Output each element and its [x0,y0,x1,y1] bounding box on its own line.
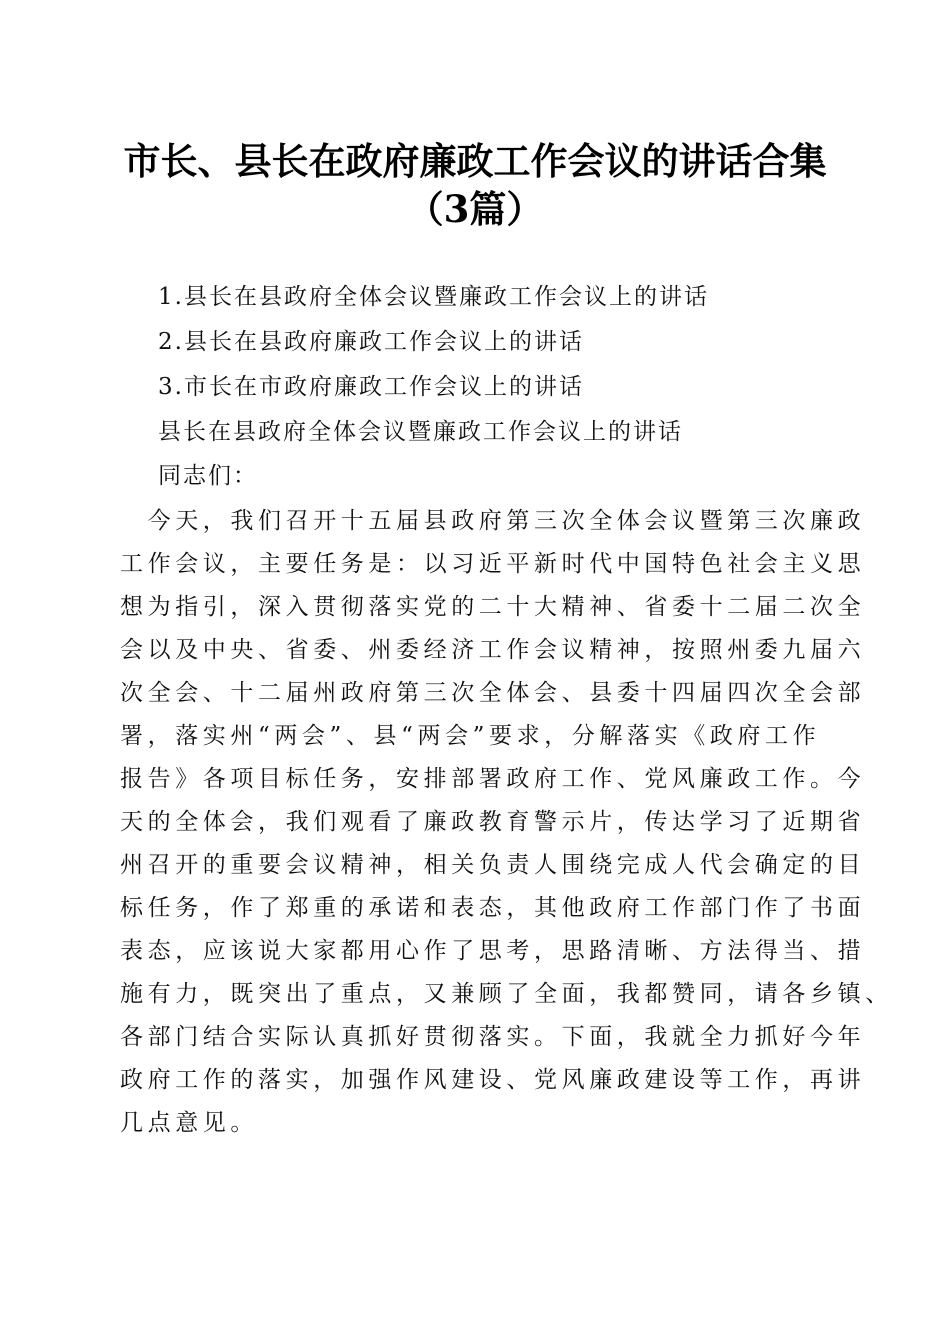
body-line: 政府工作的落实，加强作风建设、党风廉政建设等工作，再讲 [120,1067,866,1093]
document-title: 市长、县长在政府廉政工作会议的讲话合集 [123,139,827,183]
toc-item: 3.市长在市政府廉政工作会议上的讲话 [158,374,584,400]
section-heading: 县长在县政府全体会议暨廉政工作会议上的讲话 [158,419,683,445]
body-line: 会以及中央、省委、州委经济工作会议精神，按照州委九届六 [120,637,866,663]
body-line: 想为指引，深入贯彻落实党的二十大精神、省委十二届二次全 [120,594,866,620]
body-line: 施有力，既突出了重点，又兼顾了全面，我都赞同，请各乡镇、 [120,981,893,1007]
body-line: 报告》各项目标任务，安排部署政府工作、党风廉政工作。今 [120,766,866,792]
body-line: 今天，我们召开十五届县政府第三次全体会议暨第三次廉政 [120,508,866,534]
body-line: 署，落实州“两会”、县“两会”要求，分解落实《政府工作 [120,723,821,749]
body-line: 表态，应该说大家都用心作了思考，思路清晰、方法得当、措 [120,938,866,964]
body-line: 标任务，作了郑重的承诺和表态，其他政府工作部门作了书面 [120,895,866,921]
toc-item: 2.县长在县政府廉政工作会议上的讲话 [158,329,584,355]
body-line: 州召开的重要会议精神，相关负责人围绕完成人代会确定的目 [120,852,866,878]
greeting: 同志们： [158,463,258,489]
body-line: 各部门结合实际认真抓好贯彻落实。下面，我就全力抓好今年 [120,1024,866,1050]
document-title-count: （3篇） [406,187,544,231]
body-line: 天的全体会，我们观看了廉政教育警示片，传达学习了近期省 [120,809,866,835]
body-line: 几点意见。 [120,1110,258,1136]
toc-item: 1.县长在县政府全体会议暨廉政工作会议上的讲话 [158,284,709,310]
body-line: 工作会议，主要任务是：以习近平新时代中国特色社会主义思 [120,551,866,577]
body-line: 次全会、十二届州政府第三次全体会、县委十四届四次全会部 [120,680,866,706]
